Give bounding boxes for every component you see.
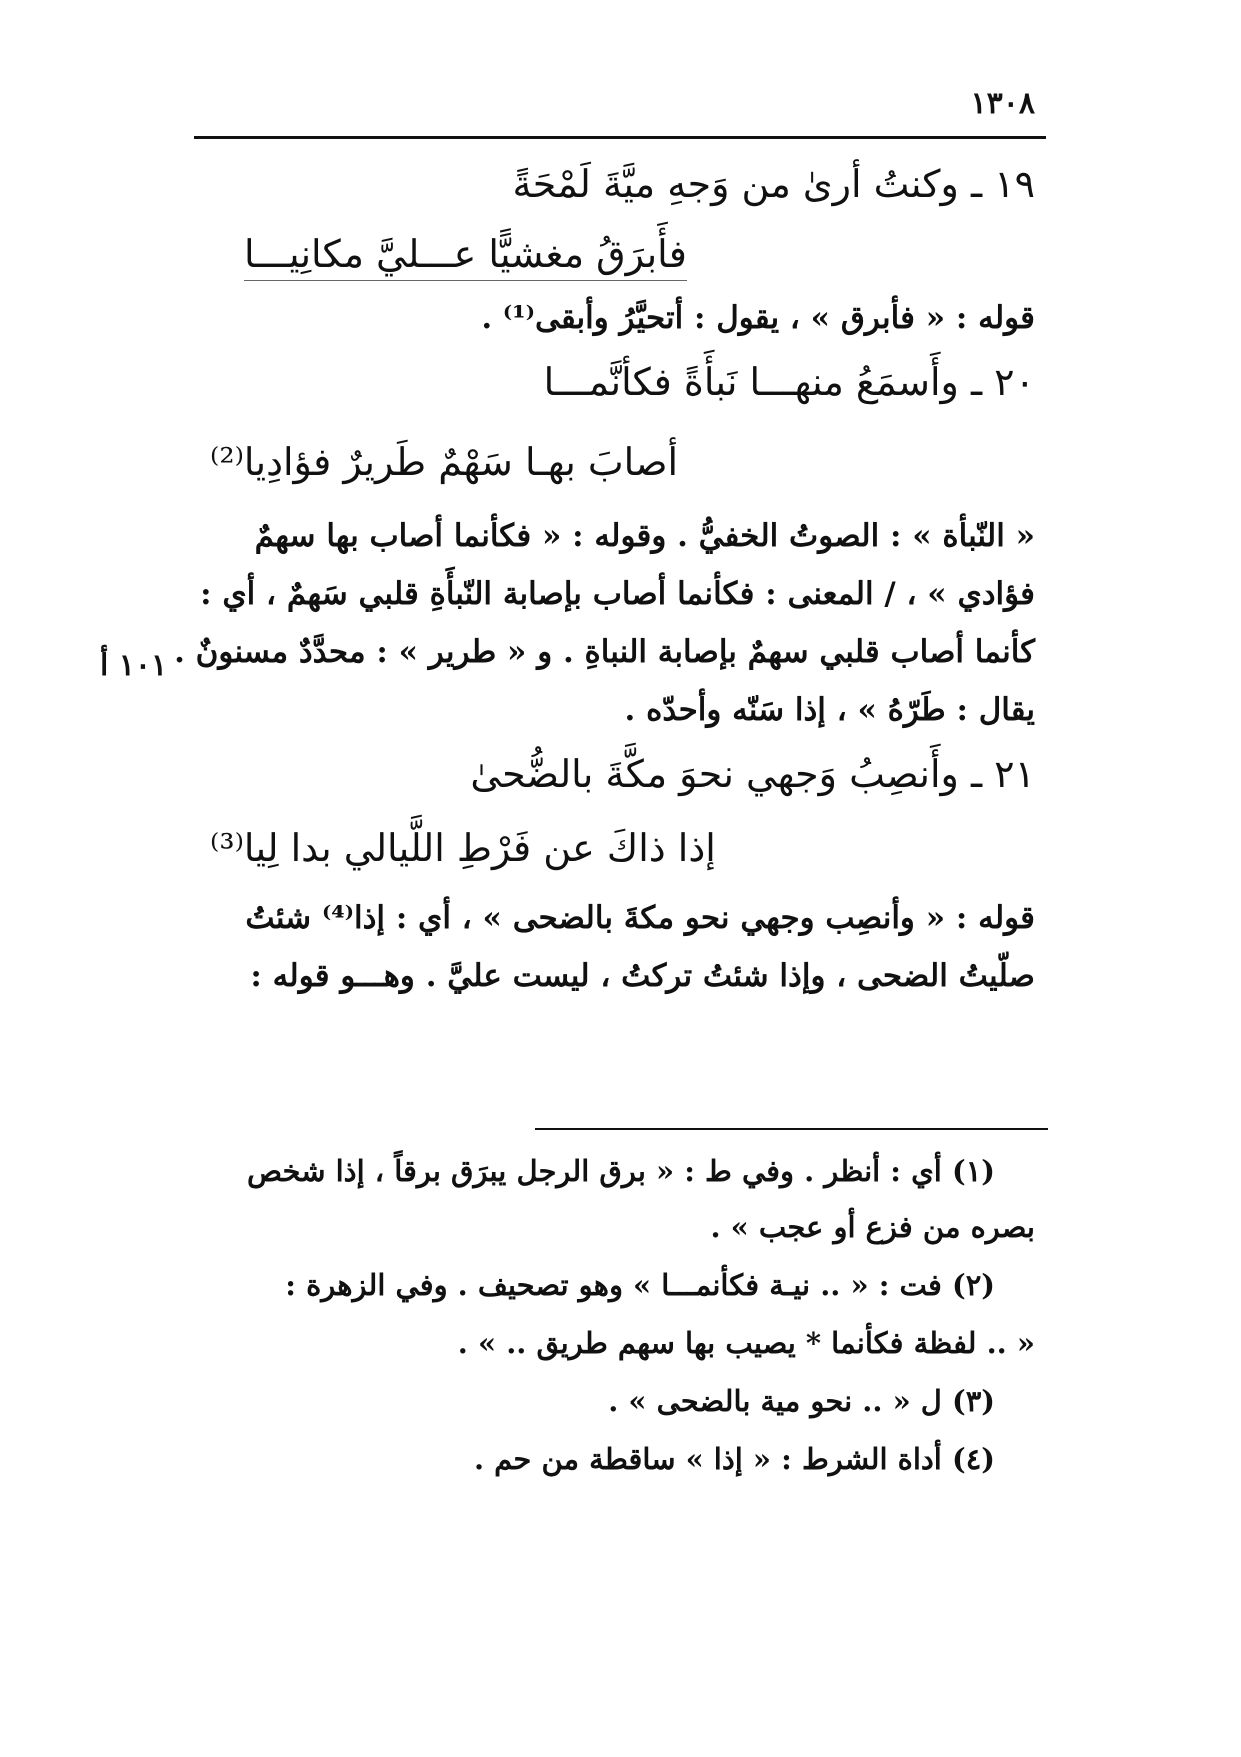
commentary-20-line-2: فؤادي » ، / المعنى : فكأنما أصاب بإصابة النّبأَةِ قلبي سَهمٌ ، أي : (200, 576, 1035, 612)
commentary-20-line-3: كأنما أصاب قلبي سهمٌ بإصابة النباةِ . و « طرير » : محدَّدٌ مسنونٌ . (174, 634, 1035, 670)
verse-21-first-text: وأَنصِبُ وَجهي نحوَ مكَّةَ بالضُّحىٰ (470, 752, 959, 796)
commentary-21-line-1: قوله : « وأنصِب وجهي نحو مكةَ بالضحى » ، أي : إذا⁽⁴⁾ شئتُ (245, 900, 1035, 936)
footnote-2: (٢) فت : « .. نيـة فكأنمـــا » وهو تصحيف . وفي الزهرة : (285, 1268, 995, 1302)
footnote-1-continued: بصره من فزع أو عجب » . (710, 1210, 1035, 1244)
footnote-3: (٣) ل « .. نحو مية بالضحى » . (608, 1384, 995, 1418)
commentary-21-line-2: صلّيتُ الضحى ، وإذا شئتُ تركتُ ، ليست عليَّ . وهـــو قوله : (250, 958, 1035, 994)
header-rule (194, 136, 1046, 139)
footnote-1: (١) أي : أنظر . وفي ط : « برق الرجل يبرَق برقاً ، إذا شخص (246, 1154, 995, 1188)
footnote-4: (٤) أداة الشرط : « إذا » ساقطة من حم . (473, 1442, 995, 1476)
footnote-2-continued: « .. لفظة فكأنما * يصيب بها سهم طريق .. » . (457, 1326, 1035, 1360)
verse-20-first-text: وأَسمَعُ منهـــا نَبأَةً فكأنَّمـــا (543, 360, 959, 404)
commentary-20-line-4: يقال : طَرّهُ » ، إذا سَنّه وأحدّه . (624, 692, 1035, 728)
verse-21-first-hemistich (470, 752, 1035, 796)
verse-21-number: ٢١ ـ (970, 752, 1035, 796)
verse-21-second-hemistich: إذا ذاكَ عن فَرْطِ اللَّيالي بدا لِيا⁽³⁾ (210, 826, 716, 870)
verse-20-number: ٢٠ ـ (970, 360, 1035, 404)
verse-19-first-hemistich (512, 162, 1035, 206)
page-number: ١٣٠٨ (970, 86, 1035, 121)
commentary-20-line-1: « النّبأة » : الصوتُ الخفيُّ . وقوله : « فكأنما أصاب بها سهمٌ (254, 518, 1035, 554)
verse-20-first-hemistich (544, 360, 1035, 404)
footnotes-rule (535, 1128, 1048, 1130)
verse-20-second-hemistich: أصابَ بهـا سَهْمٌ طَريرٌ فؤادِيا⁽²⁾ (210, 440, 679, 484)
verse-19-second-hemistich: فأَبرَقُ مغشيًّا عـــليَّ مكانِيـــا (244, 232, 687, 281)
commentary-19: قوله : « فأبرق » ، يقول : أتحيَّرُ وأبقى⁽¹⁾ . (481, 300, 1035, 336)
verse-19-first-text: وكنتُ أرىٰ من وَجهِ ميَّةَ لَمْحَةً (512, 162, 959, 206)
manuscript-folio-marker: ١٠١ أ (100, 648, 168, 683)
verse-19-number: ١٩ ـ (970, 162, 1035, 206)
